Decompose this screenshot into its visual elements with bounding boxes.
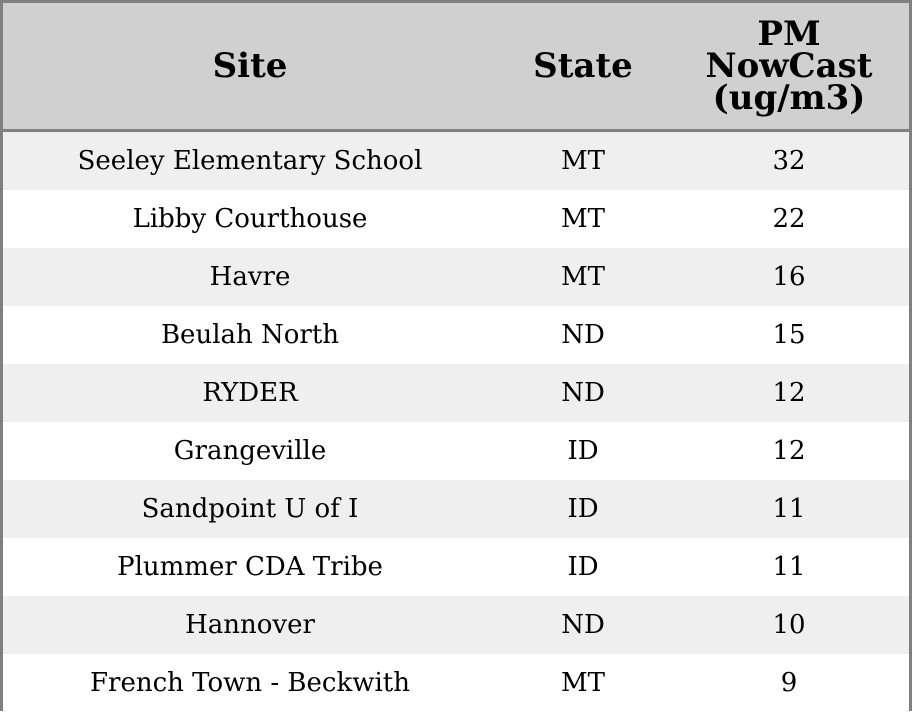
table-row [3, 248, 909, 306]
pm-nowcast-cell: 11 [772, 494, 806, 524]
state-cell: MT [561, 668, 605, 698]
site-cell: RYDER [202, 378, 298, 408]
state-cell: ID [567, 494, 599, 524]
table-header-row [3, 3, 909, 132]
site-cell: Libby Courthouse [132, 204, 368, 234]
table-body [3, 132, 909, 712]
site-cell: Plummer CDA Tribe [117, 552, 383, 582]
site-cell: French Town - Beckwith [89, 668, 411, 698]
table-row [3, 306, 909, 364]
site-cell: Sandpoint U of I [141, 494, 359, 524]
table-row [3, 596, 909, 654]
pm-nowcast-cell: 32 [772, 146, 806, 176]
pm-nowcast-cell: 11 [772, 552, 806, 582]
column-header-site: Site [212, 46, 288, 86]
site-cell: Seeley Elementary School [77, 146, 423, 176]
pm-nowcast-cell: 22 [772, 204, 806, 234]
pm-nowcast-cell: 12 [772, 436, 806, 466]
table-row [3, 480, 909, 538]
pm-nowcast-cell: 12 [772, 378, 806, 408]
column-header-pm-nowcast: PM NowCast (ug/m3) [705, 14, 873, 118]
pm-nowcast-cell: 9 [780, 668, 798, 698]
column-header-state: State [533, 46, 633, 86]
state-cell: MT [561, 146, 605, 176]
state-cell: ID [567, 552, 599, 582]
pm-nowcast-cell: 15 [772, 320, 806, 350]
pm-nowcast-cell: 10 [772, 610, 806, 640]
table-row [3, 190, 909, 248]
site-cell: Beulah North [160, 320, 340, 350]
site-cell: Grangeville [173, 436, 327, 466]
table-row [3, 538, 909, 596]
state-cell: ND [561, 320, 605, 350]
state-cell: MT [561, 204, 605, 234]
table-row [3, 364, 909, 422]
table-row [3, 132, 909, 190]
table-row [3, 422, 909, 480]
state-cell: MT [561, 262, 605, 292]
state-cell: ND [561, 378, 605, 408]
pm-nowcast-cell: 16 [772, 262, 806, 292]
state-cell: ID [567, 436, 599, 466]
state-cell: ND [561, 610, 605, 640]
site-cell: Havre [209, 262, 291, 292]
site-cell: Hannover [185, 610, 315, 640]
table-row [3, 654, 909, 712]
